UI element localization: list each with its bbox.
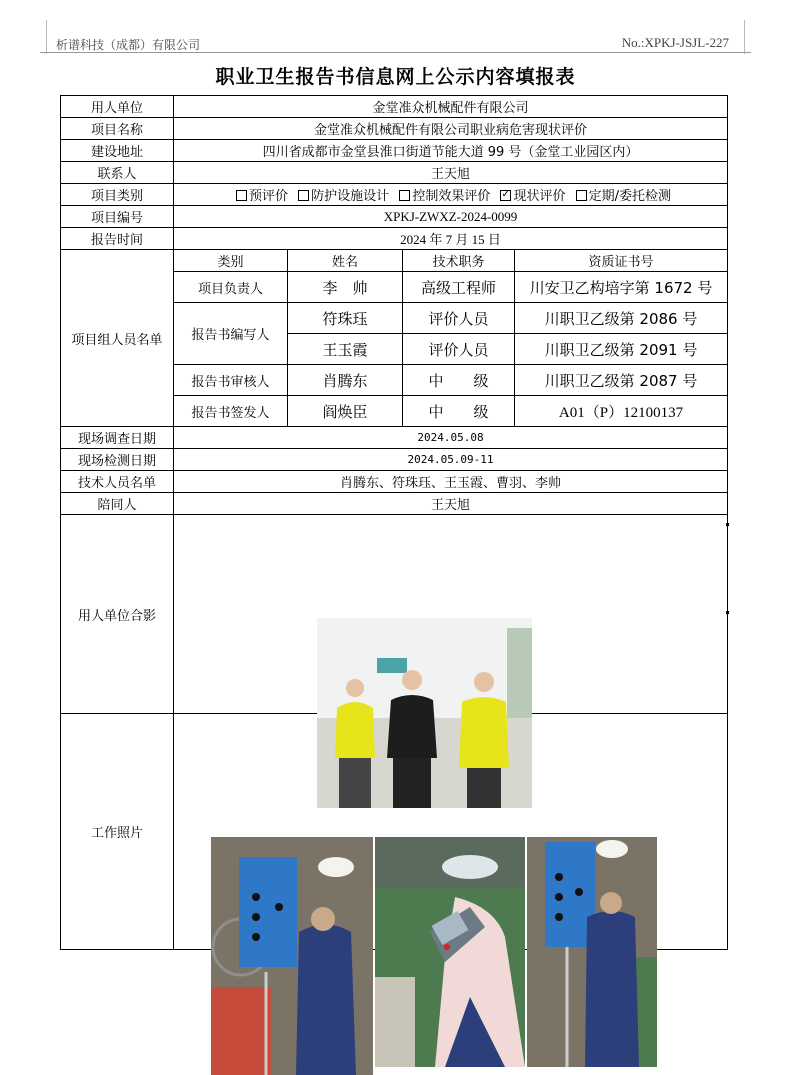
label-report-time: 报告时间 [61,228,174,250]
team-category: 项目负责人 [174,272,288,303]
label-team: 项目组人员名单 [61,250,174,427]
row-contact [61,162,728,184]
value-technicians: 肖腾东、符珠珏、王玉霞、曹羽、李帅 [174,471,728,493]
label-project-name: 项目名称 [61,118,174,140]
label-escort: 陪同人 [61,493,174,515]
header-margin-mark-left [46,20,47,54]
checkbox-periodic-test[interactable] [570,189,671,204]
group-photo [317,618,532,808]
team-category: 报告书编写人 [174,303,288,365]
option-label: 定期/委托检测 [588,189,672,204]
label-survey-date: 现场调查日期 [61,427,174,449]
checkbox-icon[interactable] [236,190,247,201]
work-photo-3 [527,837,657,1067]
page-title: 职业卫生报告书信息网上公示内容填报表 [215,66,576,88]
header-company: 析谱科技（成都）有限公司 [56,38,201,52]
label-group-photo: 用人单位合影 [61,515,174,714]
team-name: 肖腾东 [288,365,403,396]
checkbox-icon[interactable] [399,190,410,201]
label-test-date: 现场检测日期 [61,449,174,471]
value-test-date: 2024.05.09-11 [174,449,728,471]
team-category: 报告书签发人 [174,396,288,427]
team-title: 高级工程师 [403,272,515,303]
work-photo-2 [375,837,525,1067]
team-cert: 川职卫乙级第 2091 号 [515,334,728,365]
row-project-type [61,184,728,206]
option-label: 现状评价 [513,189,566,204]
team-title: 中 级 [403,365,515,396]
checkbox-checked-icon[interactable] [500,190,511,201]
team-header-title: 技术职务 [403,250,515,272]
row-report-time [61,228,728,250]
value-address: 四川省成都市金堂县淮口街道节能大道 99 号（金堂工业园区内） [174,140,728,162]
checkbox-control-effect[interactable] [393,189,490,204]
team-header-name: 姓名 [288,250,403,272]
row-project-no [61,206,728,228]
row-survey-date [61,427,728,449]
label-work-photos: 工作照片 [61,714,174,950]
value-project-no: XPKJ-ZWXZ-2024-0099 [174,206,728,228]
checkbox-icon[interactable] [576,190,587,201]
team-title: 评价人员 [403,303,515,334]
team-cert: 川职卫乙级第 2086 号 [515,303,728,334]
value-escort: 王天旭 [174,493,728,515]
checkbox-icon[interactable] [298,190,309,201]
team-cert: 川职卫乙级第 2087 号 [515,365,728,396]
work-photo-1 [211,837,373,1075]
label-client: 用人单位 [61,96,174,118]
value-survey-date: 2024.05.08 [174,427,728,449]
row-address [61,140,728,162]
label-address: 建设地址 [61,140,174,162]
row-test-date [61,449,728,471]
option-label: 预评价 [249,189,289,204]
team-title: 评价人员 [403,334,515,365]
team-name: 王玉霞 [288,334,403,365]
label-project-no: 项目编号 [61,206,174,228]
label-contact: 联系人 [61,162,174,184]
disclosure-form-table [60,95,728,950]
team-header-row [61,250,728,272]
value-contact: 王天旭 [174,162,728,184]
header-margin-mark-right [744,20,745,54]
team-cert: 川安卫乙构培字第 1672 号 [515,272,728,303]
team-category: 报告书审核人 [174,365,288,396]
label-technicians: 技术人员名单 [61,471,174,493]
group-photo-cell [174,515,728,714]
team-name: 阎焕臣 [288,396,403,427]
row-technicians [61,471,728,493]
team-name: 符珠珏 [288,303,403,334]
margin-mark [726,611,729,614]
team-header-category: 类别 [174,250,288,272]
checkbox-protection-design[interactable] [292,189,389,204]
team-header-cert: 资质证书号 [515,250,728,272]
option-label: 控制效果评价 [412,189,491,204]
header-divider [40,52,751,53]
row-group-photo [61,515,728,714]
value-project-name: 金堂准众机械配件有限公司职业病危害现状评价 [174,118,728,140]
checkbox-pre-eval[interactable] [230,189,288,204]
team-title: 中 级 [403,396,515,427]
row-project-name [61,118,728,140]
label-project-type: 项目类别 [61,184,174,206]
value-report-time: 2024 年 7 月 15 日 [174,228,728,250]
checkbox-status-eval[interactable] [494,189,565,204]
value-client: 金堂准众机械配件有限公司 [174,96,728,118]
margin-mark [726,523,729,526]
option-label: 防护设施设计 [311,189,390,204]
row-client [61,96,728,118]
team-cert: A01（P）12100137 [515,396,728,427]
project-type-options [174,184,728,206]
row-escort [61,493,728,515]
team-name: 李 帅 [288,272,403,303]
header-doc-number: No.:XPKJ-JSJL-227 [621,35,729,50]
